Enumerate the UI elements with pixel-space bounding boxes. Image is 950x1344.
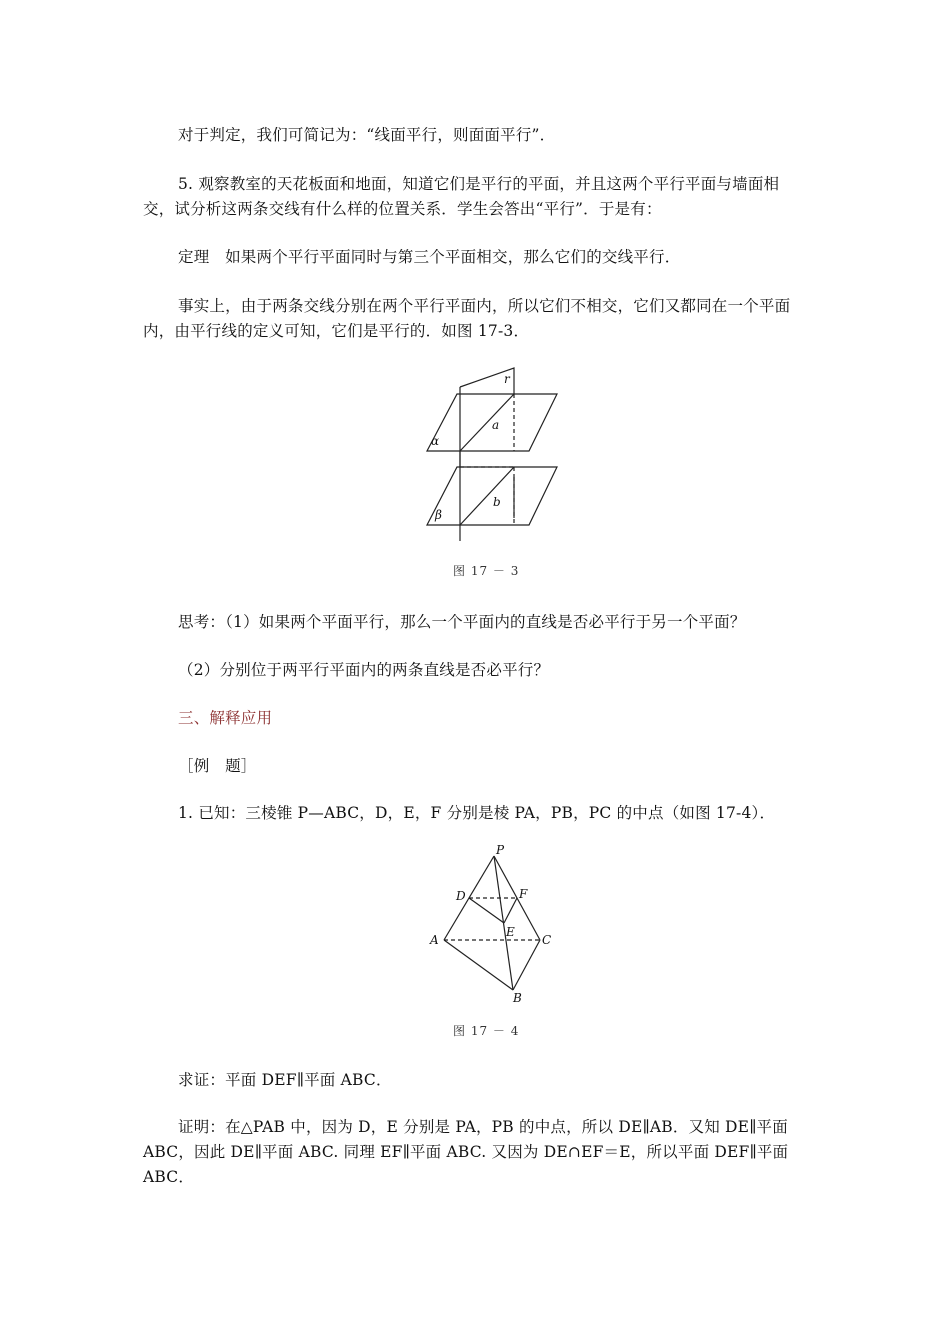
label-point-B: B xyxy=(513,991,522,1005)
label-point-C: C xyxy=(542,933,552,947)
label-point-E: E xyxy=(506,925,515,939)
figure-17-4-drawing xyxy=(420,842,570,1047)
figure-17-3 xyxy=(415,365,575,585)
label-line-b: b xyxy=(493,495,501,509)
paragraph-explanation: 事实上，由于两条交线分别在两个平行平面内，所以它们不相交，它们又都同在一个平面内，由平行线的定义可知，它们是平行的．如图 17-3． xyxy=(143,297,791,340)
label-plane-alpha: α xyxy=(431,434,440,448)
paragraph-given: 1. 已知：三棱锥 P—ABC，D，E，F 分别是棱 PA，PB，PC 的中点（如图 17-4）． xyxy=(178,804,776,822)
section-heading: 三、解释应用 xyxy=(178,709,273,727)
figure-17-4 xyxy=(420,842,570,1047)
label-point-P: P xyxy=(496,843,505,857)
figure-17-3-caption: 图 17 － 3 xyxy=(453,564,520,578)
figure-17-4-caption: 图 17 － 4 xyxy=(453,1024,520,1038)
paragraph-prove: 求证：平面 DEF∥平面 ABC． xyxy=(178,1071,392,1089)
figure-17-3-drawing xyxy=(415,365,575,585)
label-point-D: D xyxy=(456,889,466,903)
label-point-A: A xyxy=(430,933,439,947)
paragraph-think-2: （2）分别位于两平行平面内的两条直线是否必平行？ xyxy=(178,661,550,679)
example-heading: ［例 题］ xyxy=(178,757,257,775)
label-line-a: a xyxy=(492,418,500,432)
paragraph-proof: 证明：在△PAB 中，因为 D，E 分别是 PA，PB 的中点，所以 DE∥AB．又知 DE∥平面 ABC，因此 DE∥平面 ABC. 同理 EF∥平面 ABC. 又因为 DE∩EF＝E，所以平面 DEF∥平面 ABC． xyxy=(143,1118,789,1186)
label-plane-gamma: r xyxy=(504,372,510,386)
paragraph-observation: 5. 观察教室的天花板面和地面，知道它们是平行的平面，并且这两个平行平面与墙面相交，试分析这两条交线有什么样的位置关系．学生会答出“平行”．于是有： xyxy=(143,175,780,218)
paragraph-think-1: 思考：（1）如果两个平面平行，那么一个平面内的直线是否必平行于另一个平面？ xyxy=(178,613,746,631)
label-plane-beta: β xyxy=(435,508,442,522)
paragraph-theorem: 定理 如果两个平行平面同时与第三个平面相交，那么它们的交线平行． xyxy=(178,248,681,266)
paragraph-summary: 对于判定，我们可简记为：“线面平行，则面面平行”． xyxy=(178,126,556,144)
label-point-F: F xyxy=(519,887,528,901)
